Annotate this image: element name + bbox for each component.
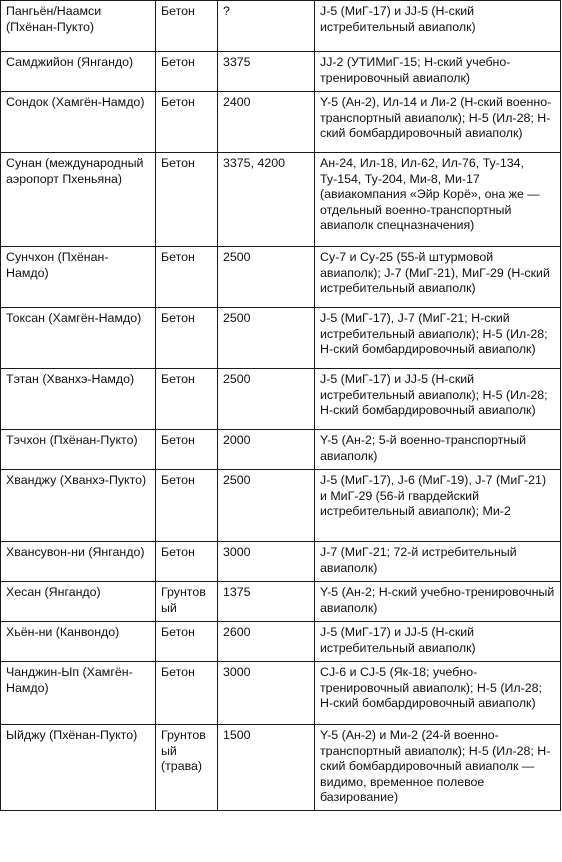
airfield-name-cell: Чанджин-Ып (Хамгён-Намдо) [1, 662, 156, 725]
based-units-cell: Y-5 (Ан-2; 5-й военно-транспортный авиаполк) [315, 430, 561, 470]
based-units-cell: J-5 (МиГ-17) и JJ-5 (Н-ский истребительный авиаполк); Н-5 (Ил-28; Н-ский бомбардировочный авиаполк) [315, 369, 561, 430]
runway-length-cell: 1375 [218, 582, 315, 622]
runway-length-cell: 3375, 4200 [218, 153, 315, 247]
runway-length-cell: 2500 [218, 470, 315, 542]
runway-length-cell: 2500 [218, 247, 315, 308]
airfield-name-cell: Хвансувон-ни (Янгандо) [1, 542, 156, 582]
table-row [1, 470, 561, 542]
based-units-cell: Y-5 (Ан-2), Ил-14 и Ли-2 (Н-ский военно-транспортный авиаполк); Н-5 (Ил-28; Н-ский бомбардировочный авиаполк) [315, 92, 561, 153]
runway-surface-cell: Бетон [156, 308, 218, 369]
table-row [1, 1, 561, 52]
runway-surface-cell: Бетон [156, 542, 218, 582]
airfield-name-cell: Тэтан (Хванхэ-Намдо) [1, 369, 156, 430]
runway-length-cell: ? [218, 1, 315, 52]
airfield-name-cell: Самджийон (Янгандо) [1, 52, 156, 92]
table-row [1, 92, 561, 153]
runway-length-cell: 2000 [218, 430, 315, 470]
runway-surface-cell: Бетон [156, 369, 218, 430]
based-units-cell: J-5 (МиГ-17), J-7 (МиГ-21; Н-ский истребительный авиаполк); Н-5 (Ил-28; Н-ский бомбардировочный авиаполк) [315, 308, 561, 369]
airfield-name-cell: Токсан (Хамгён-Намдо) [1, 308, 156, 369]
runway-length-cell: 2500 [218, 369, 315, 430]
runway-length-cell: 2600 [218, 622, 315, 662]
runway-surface-cell: Бетон [156, 153, 218, 247]
runway-surface-cell: Бетон [156, 430, 218, 470]
runway-surface-cell: Грунтовый (трава) [156, 725, 218, 811]
airfield-name-cell: Сондок (Хамгён-Намдо) [1, 92, 156, 153]
based-units-cell: J-5 (МиГ-17), J-6 (МиГ-19), J-7 (МиГ-21) и МиГ-29 (56-й гвардейский истребительный авиаполк); Ми-2 [315, 470, 561, 542]
runway-length-cell: 3375 [218, 52, 315, 92]
airfield-name-cell: Ыйджу (Пхёнан-Пукто) [1, 725, 156, 811]
table-row [1, 369, 561, 430]
runway-length-cell: 1500 [218, 725, 315, 811]
runway-length-cell: 3000 [218, 542, 315, 582]
table-row [1, 430, 561, 470]
runway-surface-cell: Бетон [156, 247, 218, 308]
runway-surface-cell: Бетон [156, 52, 218, 92]
based-units-cell: J-5 (МиГ-17) и JJ-5 (Н-ский истребительный авиаполк) [315, 622, 561, 662]
table-row [1, 247, 561, 308]
runway-surface-cell: Бетон [156, 662, 218, 725]
table-row [1, 582, 561, 622]
based-units-cell: J-7 (МиГ-21; 72-й истребительный авиаполк) [315, 542, 561, 582]
airfield-name-cell: Хьён-ни (Канвондо) [1, 622, 156, 662]
based-units-cell: Ан-24, Ил-18, Ил-62, Ил-76, Ту-134, Ту-154, Ту-204, Ми-8, Ми-17 (авиакомпания «Эйр Корё», она же — отдельный военно-транспортный авиаполк спецназначения) [315, 153, 561, 247]
runway-length-cell: 2400 [218, 92, 315, 153]
runway-length-cell: 3000 [218, 662, 315, 725]
airfield-name-cell: Хванджу (Хванхэ-Пукто) [1, 470, 156, 542]
airfield-name-cell: Тэчхон (Пхёнан-Пукто) [1, 430, 156, 470]
runway-surface-cell: Бетон [156, 622, 218, 662]
runway-surface-cell: Бетон [156, 1, 218, 52]
airfield-name-cell: Сунчхон (Пхёнан-Намдо) [1, 247, 156, 308]
based-units-cell: CJ-6 и CJ-5 (Як-18; учебно-тренировочный авиаполк); Н-5 (Ил-28; Н-ский бомбардировочный авиаполк) [315, 662, 561, 725]
airfield-name-cell: Пангьён/Наамси (Пхёнан-Пукто) [1, 1, 156, 52]
based-units-cell: Су-7 и Су-25 (55-й штурмовой авиаполк); J-7 (МиГ-21), МиГ-29 (Н-ский истребительный авиаполк) [315, 247, 561, 308]
table-row [1, 622, 561, 662]
based-units-cell: Y-5 (Ан-2; Н-ский учебно-тренировочный авиаполк) [315, 582, 561, 622]
table-row [1, 153, 561, 247]
airfield-name-cell: Сунан (международный аэропорт Пхеньяна) [1, 153, 156, 247]
table-row [1, 52, 561, 92]
based-units-cell: J-5 (МиГ-17) и JJ-5 (Н-ский истребительный авиаполк) [315, 1, 561, 52]
based-units-cell: Y-5 (Ан-2) и Ми-2 (24-й военно-транспортный авиаполк); Н-5 (Ил-28; Н-ский бомбардировочный авиаполк — видимо, временное полевое базирование) [315, 725, 561, 811]
runway-surface-cell: Бетон [156, 92, 218, 153]
runway-surface-cell: Грунтовый [156, 582, 218, 622]
based-units-cell: JJ-2 (УТИМиГ-15; Н-ский учебно-тренировочный авиаполк) [315, 52, 561, 92]
runway-surface-cell: Бетон [156, 470, 218, 542]
table-body [1, 1, 561, 811]
table-row [1, 308, 561, 369]
table-row [1, 725, 561, 811]
table-row [1, 542, 561, 582]
airfield-name-cell: Хесан (Янгандо) [1, 582, 156, 622]
runway-length-cell: 2500 [218, 308, 315, 369]
table-row [1, 662, 561, 725]
